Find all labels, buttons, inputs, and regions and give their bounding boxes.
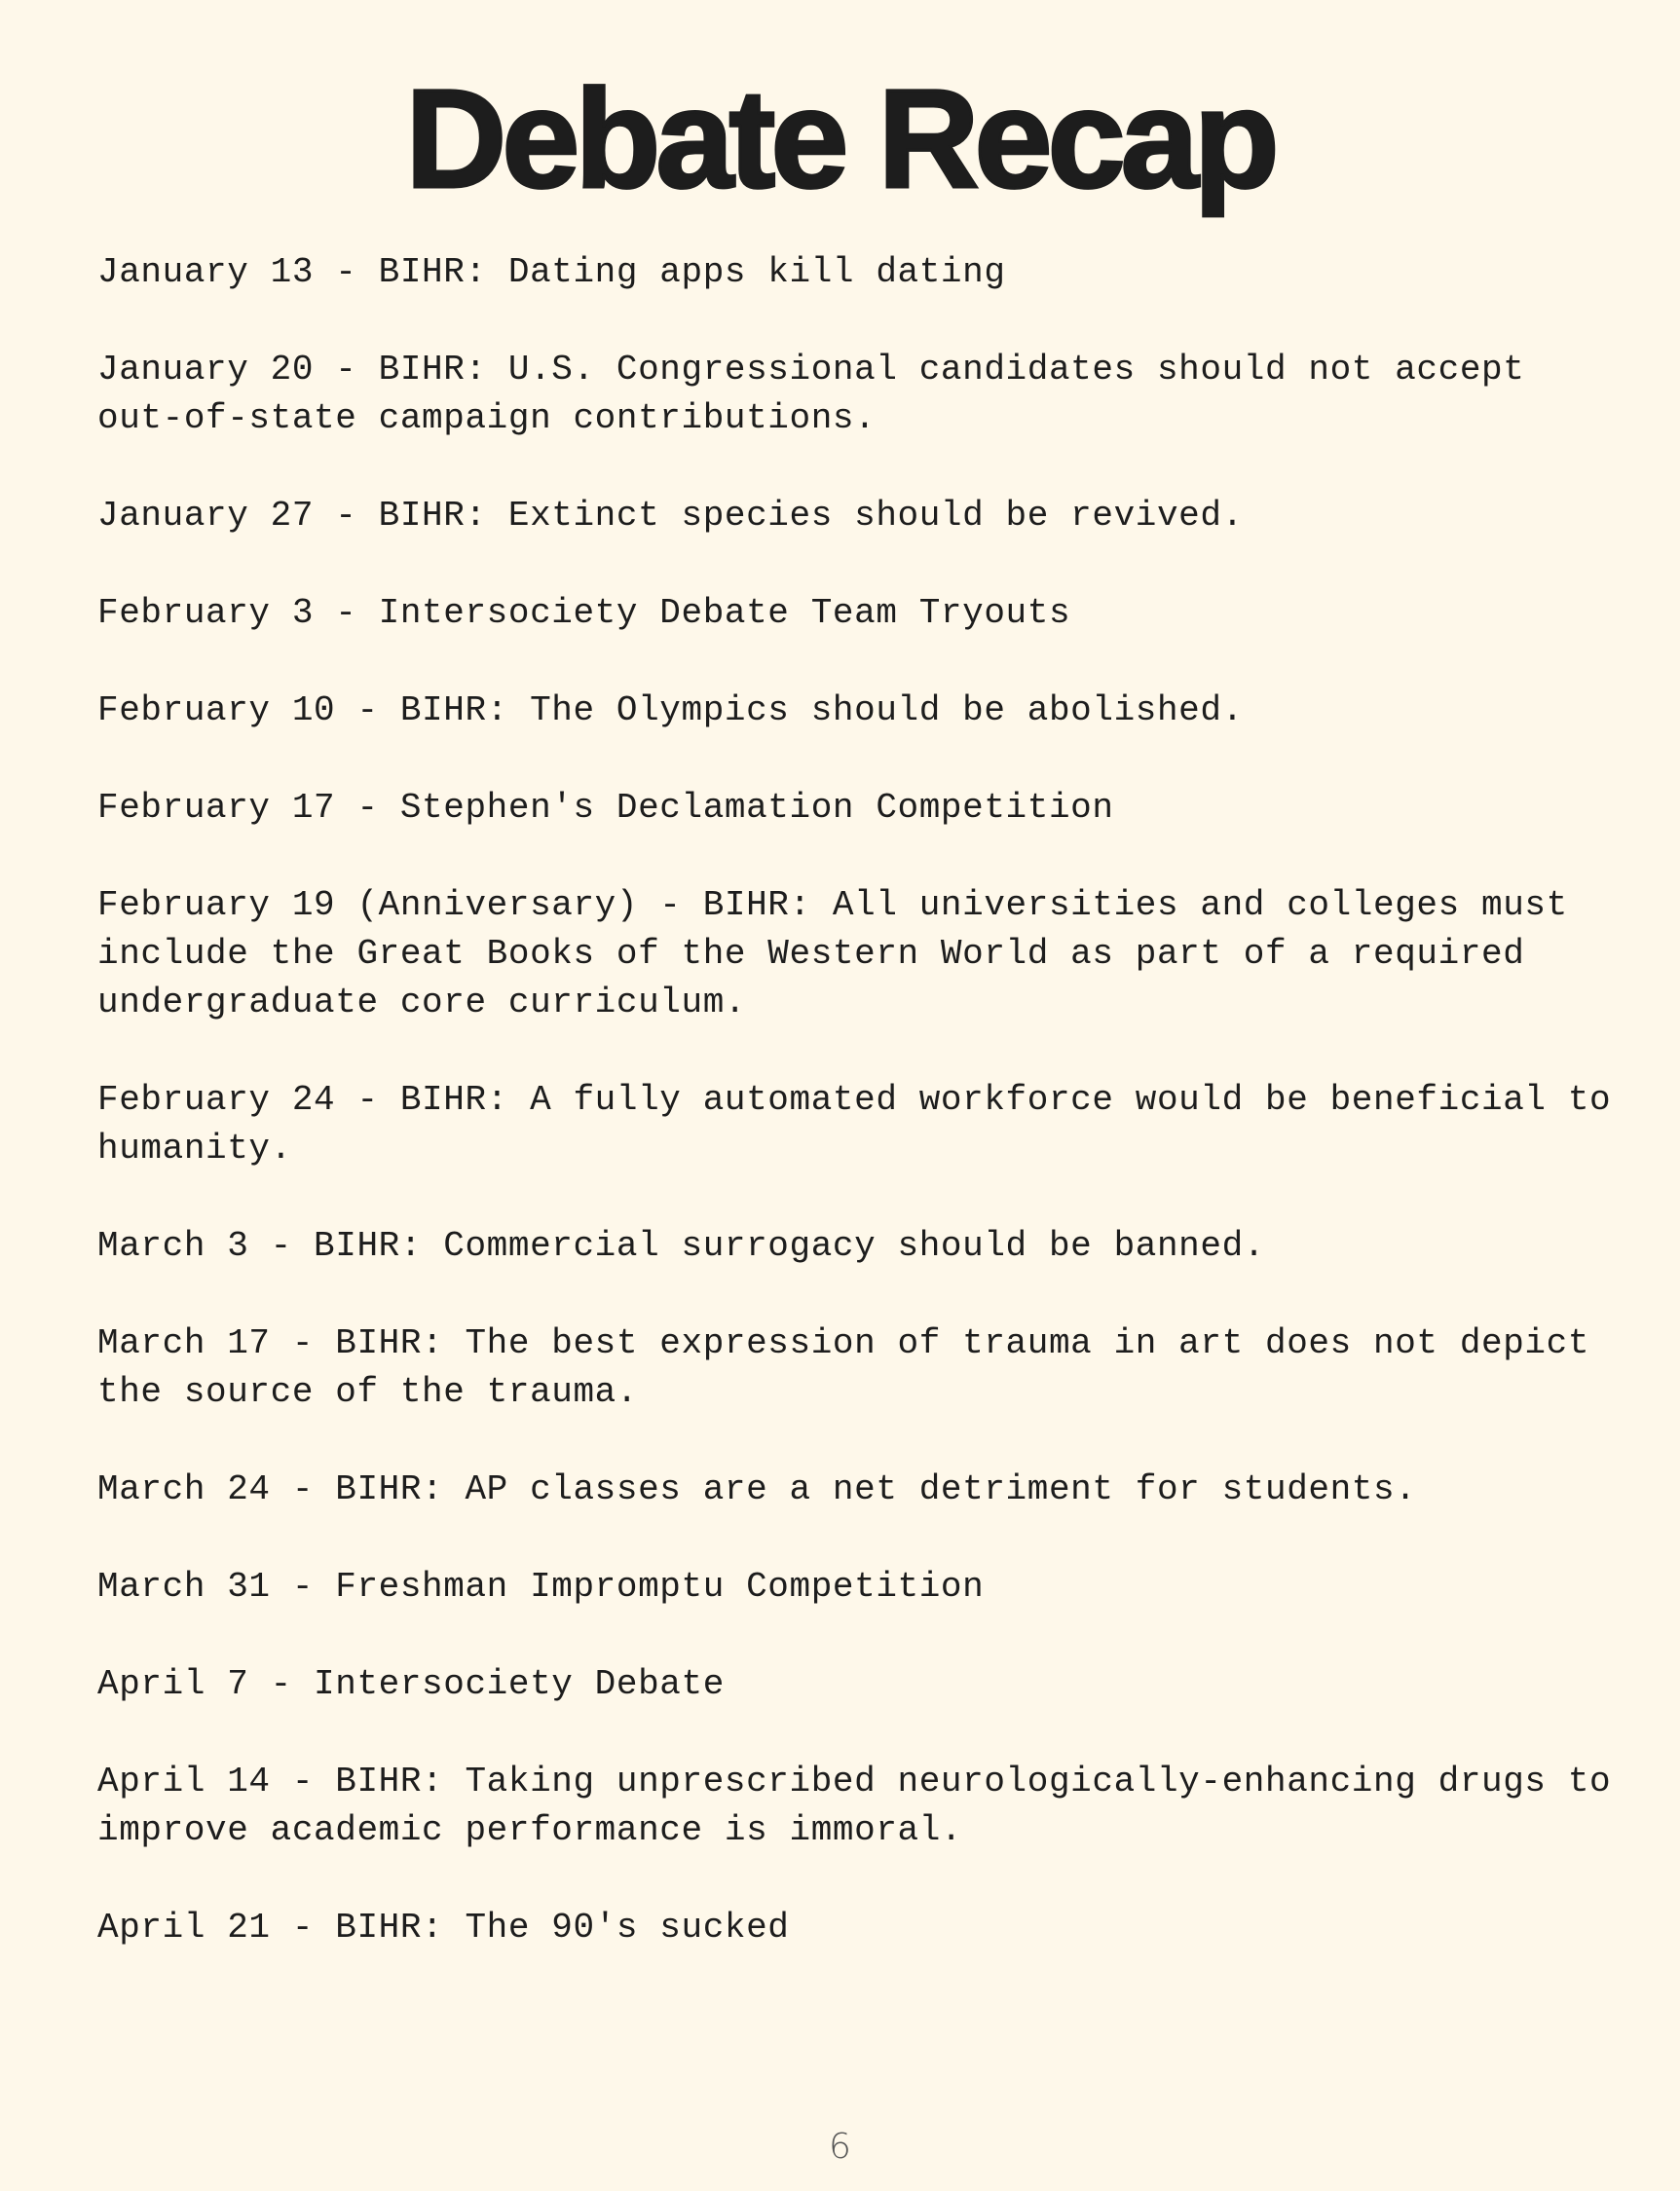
schedule-entry: February 17 - Stephen's Declamation Competition — [97, 788, 1114, 828]
schedule-entry: February 19 (Anniversary) - BIHR: All universities and colleges must include the Great Books of the Western World as part of a required undergraduate core curriculum. — [97, 885, 1568, 1022]
schedule-entry: February 3 - Intersociety Debate Team Tryouts — [97, 593, 1071, 633]
schedule-entry: January 27 - BIHR: Extinct species should be revived. — [97, 496, 1244, 536]
schedule-entry: January 20 - BIHR: U.S. Congressional candidates should not accept out-of-state campaign contributions. — [97, 350, 1525, 438]
debate-schedule-list — [97, 248, 1617, 2001]
schedule-entry: March 17 - BIHR: The best expression of trauma in art does not depict the source of the trauma. — [97, 1323, 1590, 1412]
schedule-entry: February 10 - BIHR: The Olympics should be abolished. — [97, 690, 1244, 730]
page-number: 6 — [829, 2127, 851, 2167]
schedule-entry: January 13 - BIHR: Dating apps kill dating — [97, 252, 1006, 292]
schedule-entry: March 24 - BIHR: AP classes are a net detriment for students. — [97, 1469, 1417, 1509]
schedule-entry: March 31 - Freshman Impromptu Competition — [97, 1567, 985, 1607]
schedule-entry: April 7 - Intersociety Debate — [97, 1664, 725, 1704]
schedule-entry: February 24 - BIHR: A fully automated workforce would be beneficial to humanity. — [97, 1080, 1612, 1169]
schedule-entry: March 3 - BIHR: Commercial surrogacy should be banned. — [97, 1226, 1265, 1266]
page-title: Debate Recap — [405, 60, 1275, 217]
schedule-entry: April 14 - BIHR: Taking unprescribed neurologically-enhancing drugs to improve academic performance is immoral. — [97, 1762, 1612, 1850]
schedule-entry: April 21 - BIHR: The 90's sucked — [97, 1908, 790, 1948]
